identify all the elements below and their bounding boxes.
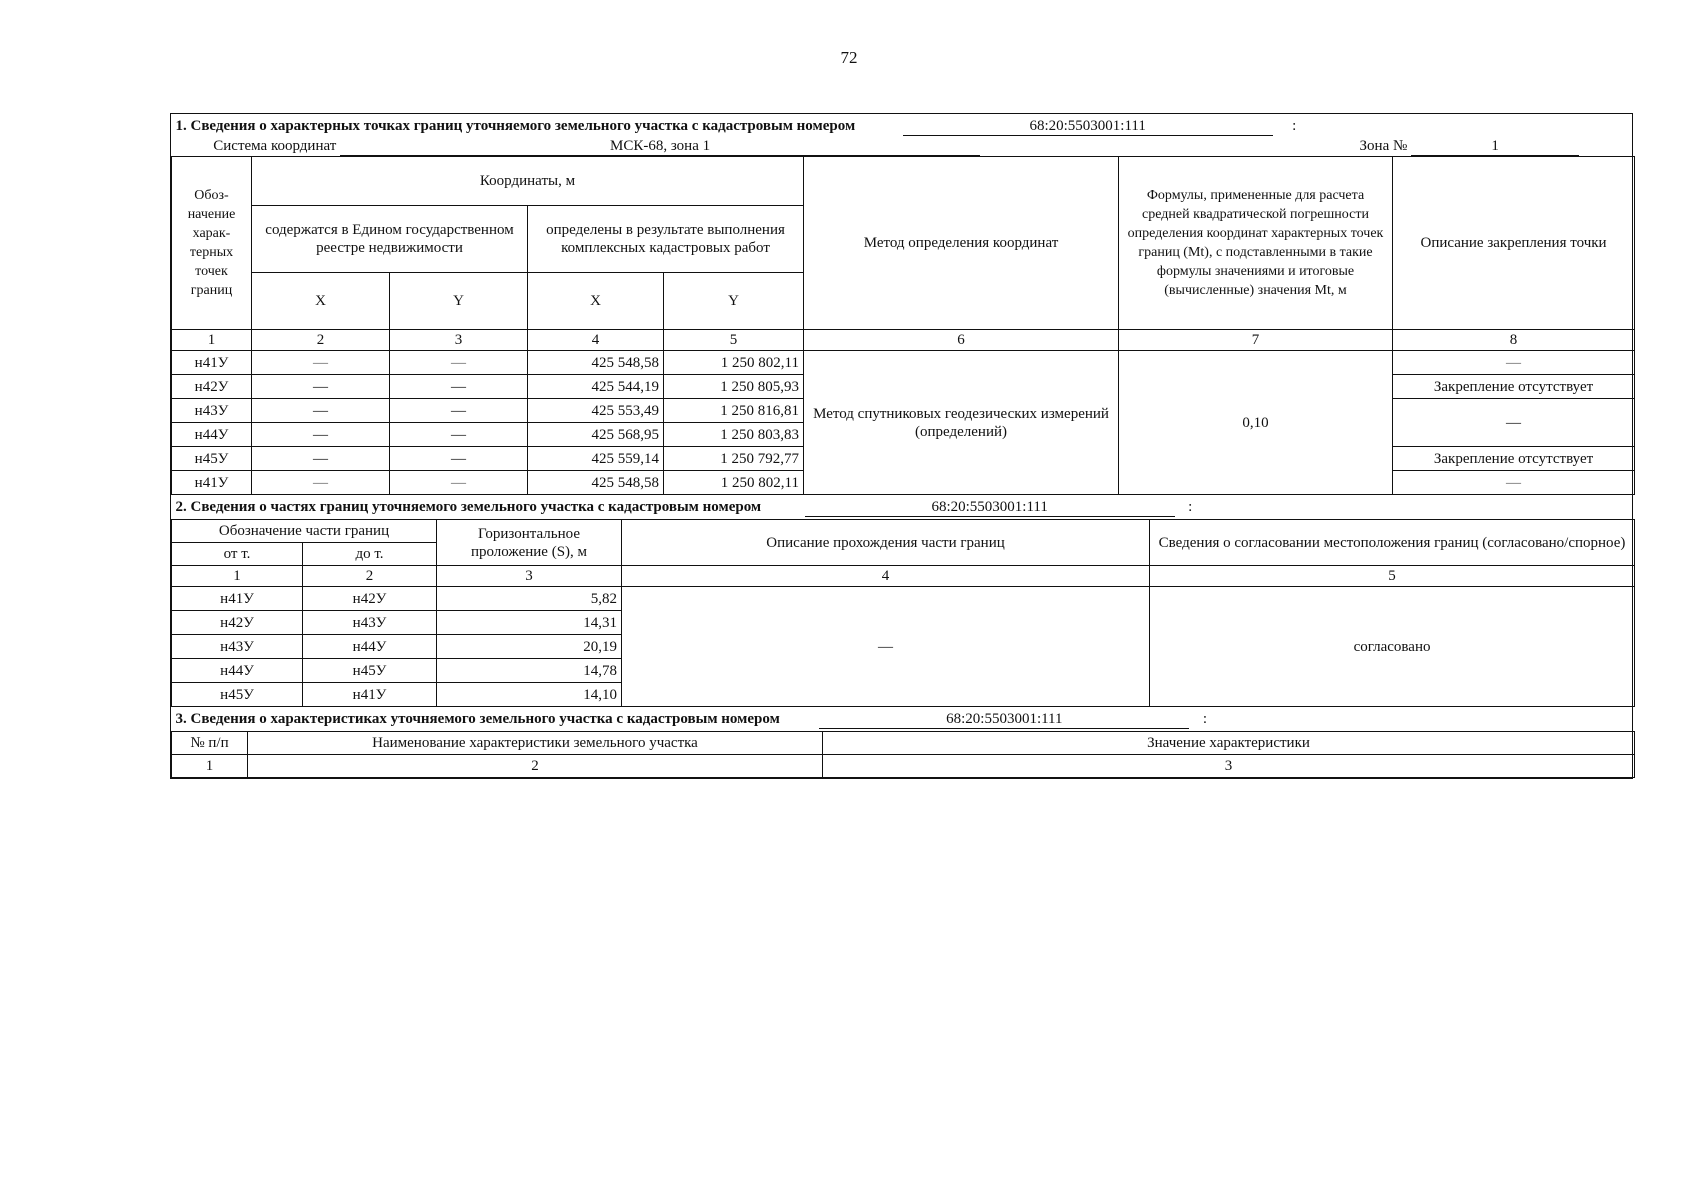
header-horizontal: Горизонтальное проложение (S), м: [437, 520, 622, 566]
mt-value: 0,10: [1119, 351, 1393, 495]
x-coord: 425 548,58: [528, 471, 664, 495]
agreement-value: согласовано: [1150, 587, 1635, 707]
col-number: 3: [437, 566, 622, 587]
x-egrn: —: [252, 375, 390, 399]
col-number: 1: [172, 566, 303, 587]
method-value: Метод спутниковых геодезических измерений (определений): [804, 351, 1119, 495]
header-x-kkr: X: [528, 273, 664, 330]
header-num: № п/п: [172, 732, 248, 755]
y-egrn: —: [390, 351, 528, 375]
section2-title: 2. Сведения о частях границ уточняемого земельного участка с кадастровым номером: [175, 499, 762, 515]
x-egrn: —: [252, 351, 390, 375]
header-kkr: определены в результате выполнения комплексных кадастровых работ: [528, 206, 804, 273]
y-egrn: —: [390, 471, 528, 495]
header-y-egrn: Y: [390, 273, 528, 330]
to-point: н44У: [303, 635, 437, 659]
section1-colon: :: [1292, 118, 1297, 134]
y-coord: 1 250 805,93: [664, 375, 804, 399]
col-number: 5: [664, 330, 804, 351]
fixing-value: —: [1393, 351, 1635, 375]
header-part: Обозначение части границ: [172, 520, 437, 543]
section3-title-row: [172, 707, 1635, 732]
point-designation: н42У: [172, 375, 252, 399]
section3-header-row: [172, 732, 1635, 755]
section1-col-numbers: [172, 330, 1635, 351]
cadastral-document: [170, 113, 1633, 779]
table-row: [172, 587, 1635, 611]
header-agreement: Сведения о согласовании местоположения границ (согласовано/спорное): [1150, 520, 1635, 566]
x-egrn: —: [252, 471, 390, 495]
from-point: н42У: [172, 611, 303, 635]
coord-system-value: МСК-68, зона 1: [340, 137, 980, 156]
x-egrn: —: [252, 423, 390, 447]
from-point: н44У: [172, 659, 303, 683]
section2-header-row-1: [172, 520, 1635, 543]
x-coord: 425 548,58: [528, 351, 664, 375]
col-number: 7: [1119, 330, 1393, 351]
y-egrn: —: [390, 423, 528, 447]
section2-table: [171, 495, 1635, 707]
point-designation: н45У: [172, 447, 252, 471]
fixing-value: —: [1393, 471, 1635, 495]
header-method: Метод определения координат: [804, 157, 1119, 330]
to-point: н41У: [303, 683, 437, 707]
coord-system-label: Система координат: [213, 138, 337, 154]
table-row: [172, 351, 1635, 375]
y-coord: 1 250 802,11: [664, 471, 804, 495]
col-number: 3: [390, 330, 528, 351]
from-point: н41У: [172, 587, 303, 611]
section3-colon: :: [1202, 711, 1207, 727]
header-fixing: Описание закрепления точки: [1393, 157, 1635, 330]
col-number: 1: [172, 330, 252, 351]
section1-title-row: [172, 114, 1635, 157]
col-number: 6: [804, 330, 1119, 351]
x-coord: 425 553,49: [528, 399, 664, 423]
y-egrn: —: [390, 447, 528, 471]
header-from: от т.: [172, 543, 303, 566]
horizontal-value: 14,31: [437, 611, 622, 635]
section3-title: 3. Сведения о характеристиках уточняемого земельного участка с кадастровым номером: [175, 711, 780, 727]
x-coord: 425 544,19: [528, 375, 664, 399]
y-coord: 1 250 803,83: [664, 423, 804, 447]
header-name: Наименование характеристики земельного участка: [248, 732, 823, 755]
header-description: Описание прохождения части границ: [622, 520, 1150, 566]
y-egrn: —: [390, 399, 528, 423]
section2-col-numbers: [172, 566, 1635, 587]
fixing-value: Закрепление отсутствует: [1393, 375, 1635, 399]
header-designation: Обоз-начение харак-терных точек границ: [172, 157, 252, 330]
col-number: 5: [1150, 566, 1635, 587]
header-coords: Координаты, м: [252, 157, 804, 206]
y-coord: 1 250 816,81: [664, 399, 804, 423]
to-point: н45У: [303, 659, 437, 683]
from-point: н45У: [172, 683, 303, 707]
zone-label: Зона №: [1359, 138, 1408, 154]
to-point: н43У: [303, 611, 437, 635]
col-number: 2: [248, 755, 823, 778]
col-number: 4: [622, 566, 1150, 587]
y-coord: 1 250 802,11: [664, 351, 804, 375]
fixing-value: Закрепление отсутствует: [1393, 447, 1635, 471]
x-coord: 425 559,14: [528, 447, 664, 471]
point-designation: н41У: [172, 471, 252, 495]
fixing-value: —: [1393, 399, 1635, 447]
page-number: 72: [840, 48, 858, 67]
col-number: 1: [172, 755, 248, 778]
section1-cadastral-number: 68:20:5503001:111: [903, 117, 1273, 136]
section3-col-numbers: [172, 755, 1635, 778]
section3-cadastral-number: 68:20:5503001:111: [819, 710, 1189, 729]
horizontal-value: 14,78: [437, 659, 622, 683]
horizontal-value: 20,19: [437, 635, 622, 659]
x-egrn: —: [252, 447, 390, 471]
section1-header-row-1: [172, 157, 1635, 206]
to-point: н42У: [303, 587, 437, 611]
section1-table: [171, 114, 1635, 495]
x-egrn: —: [252, 399, 390, 423]
header-y-kkr: Y: [664, 273, 804, 330]
zone-value: 1: [1411, 137, 1579, 156]
from-point: н43У: [172, 635, 303, 659]
x-coord: 425 568,95: [528, 423, 664, 447]
point-designation: н44У: [172, 423, 252, 447]
y-egrn: —: [390, 375, 528, 399]
header-value: Значение характеристики: [823, 732, 1635, 755]
section2-colon: :: [1188, 499, 1193, 515]
point-designation: н43У: [172, 399, 252, 423]
point-designation: н41У: [172, 351, 252, 375]
col-number: 2: [303, 566, 437, 587]
header-egrn: содержатся в Едином государственном реестре недвижимости: [252, 206, 528, 273]
description-value: —: [622, 587, 1150, 707]
section2-title-row: [172, 495, 1635, 520]
header-to: до т.: [303, 543, 437, 566]
col-number: 4: [528, 330, 664, 351]
col-number: 3: [823, 755, 1635, 778]
section3-table: [171, 707, 1635, 778]
horizontal-value: 5,82: [437, 587, 622, 611]
header-formulas: Формулы, примененные для расчета средней квадратической погрешности определения координат характерных точек границ (Mt), с подставленными в такие формулы значениями и итоговые (вычисленные) значения Mt, м: [1119, 157, 1393, 330]
y-coord: 1 250 792,77: [664, 447, 804, 471]
section2-cadastral-number: 68:20:5503001:111: [805, 498, 1175, 517]
horizontal-value: 14,10: [437, 683, 622, 707]
col-number: 8: [1393, 330, 1635, 351]
header-x-egrn: X: [252, 273, 390, 330]
col-number: 2: [252, 330, 390, 351]
section1-title: 1. Сведения о характерных точках границ уточняемого земельного участка с кадастровым номером: [175, 118, 856, 134]
